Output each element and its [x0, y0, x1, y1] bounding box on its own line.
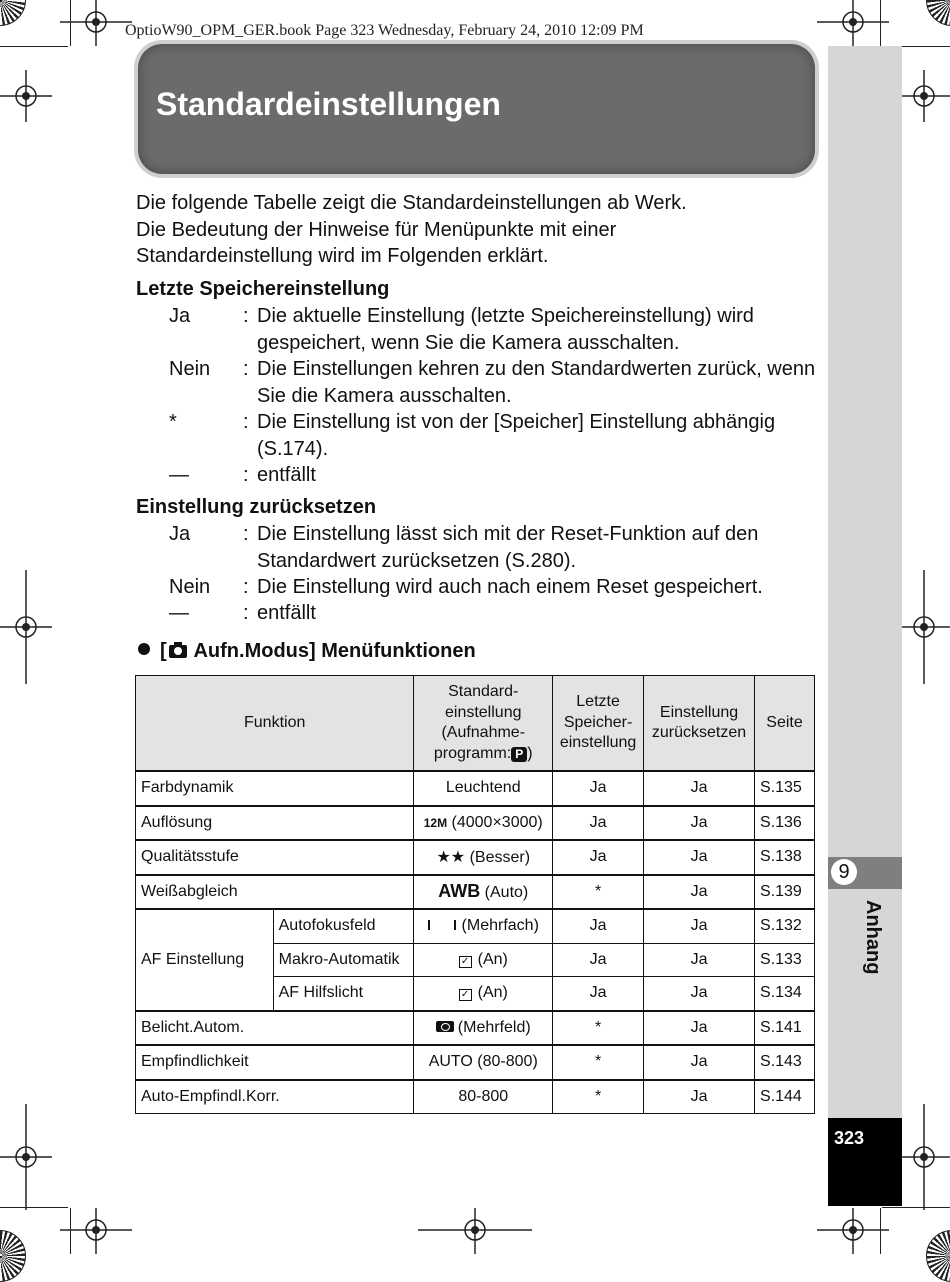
quality-stars-icon: ★★ — [436, 849, 466, 867]
table-row — [136, 1011, 815, 1046]
cell-reset: Ja — [644, 943, 755, 977]
cell-default-text: (4000×3000) — [451, 813, 543, 831]
cell-letzte: * — [553, 1011, 644, 1046]
cell-seite: S.134 — [755, 977, 815, 1011]
definition-term: — — [169, 464, 189, 486]
checkbox-icon: ✓ — [459, 989, 472, 1001]
cell-default-text: (Mehrfeld) — [457, 1018, 531, 1036]
chapter-label: Anhang — [862, 900, 884, 975]
cell-reset: Ja — [644, 1011, 755, 1046]
table-header-row — [136, 676, 815, 772]
cell-default: 80-800 — [414, 1080, 553, 1114]
cell-letzte: Ja — [553, 909, 644, 943]
definition-term: Nein — [169, 576, 211, 598]
cell-reset: Ja — [644, 875, 755, 910]
cell-reset: Ja — [644, 806, 755, 841]
cell-default-text: (Mehrfach) — [461, 917, 539, 935]
awb-symbol: AWB — [438, 881, 481, 902]
cell-seite: S.132 — [755, 909, 815, 943]
header-seite: Seite — [755, 676, 815, 772]
section-prefix: [ — [160, 640, 167, 662]
table-row — [136, 806, 815, 841]
chapter-side-strip — [828, 46, 902, 1206]
table-row — [136, 1045, 815, 1080]
cell-default — [414, 1011, 553, 1046]
cell-funktion: Empfindlichkeit — [136, 1045, 414, 1080]
definition-text: Die Einstellung ist von der [Speicher] Einstellung abhängig (S.174). — [257, 411, 776, 460]
cell-default-text: (Besser) — [469, 849, 531, 867]
definition-term: Ja — [169, 305, 191, 327]
cell-reset: Ja — [644, 771, 755, 806]
cell-letzte: Ja — [553, 771, 644, 806]
definition-colon: : — [243, 358, 249, 380]
header-standard-line: einstellung — [444, 703, 522, 721]
cell-seite: S.133 — [755, 943, 815, 977]
definition-term: Nein — [169, 358, 211, 380]
multi-metering-icon — [436, 1021, 454, 1032]
cell-seite: S.144 — [755, 1080, 815, 1114]
cell-letzte: * — [553, 1080, 644, 1114]
cell-letzte: Ja — [553, 977, 644, 1011]
cell-letzte: * — [553, 875, 644, 910]
cell-funktion: Weißabgleich — [136, 875, 414, 910]
header-standard-line: Standard- — [448, 683, 519, 700]
checkbox-icon: ✓ — [459, 956, 472, 968]
page-title: Standardeinstellungen — [156, 86, 501, 122]
cell-reset: Ja — [644, 1045, 755, 1080]
cell-reset: Ja — [644, 1080, 755, 1114]
header-funktion: Funktion — [136, 676, 414, 772]
resolution-symbol: 12M — [423, 815, 448, 830]
cell-sub-funktion: AF Hilfslicht — [273, 977, 414, 1011]
definition-text: Die Einstellungen kehren zu den Standardwerten zurück, wenn Sie die Kamera ausschalten. — [257, 358, 816, 407]
cell-default — [414, 977, 553, 1011]
cell-seite: S.139 — [755, 875, 815, 910]
definition-text: Die Einstellung lässt sich mit der Reset-Funktion auf den Standardwert zurücksetzen (S.280). — [257, 523, 759, 572]
cell-default: Leuchtend — [414, 771, 553, 806]
camera-icon — [169, 645, 187, 658]
cell-default — [414, 875, 553, 910]
page-number: 323 — [834, 1128, 865, 1148]
cell-sub-funktion: Makro-Automatik — [273, 943, 414, 977]
table-row — [136, 840, 815, 875]
definition-colon: : — [243, 576, 249, 598]
cell-seite: S.135 — [755, 771, 815, 806]
definition-colon: : — [243, 411, 249, 433]
definition-term: — — [169, 602, 189, 624]
definition-term: Ja — [169, 523, 191, 545]
cell-default — [414, 806, 553, 841]
cell-funktion: Auto-Empfindl.Korr. — [136, 1080, 414, 1114]
definition-text: Die Einstellung wird auch nach einem Reset gespeichert. — [257, 576, 763, 598]
menu-section-title — [138, 640, 476, 663]
header-standard-close: ) — [527, 744, 533, 762]
print-header: OptioW90_OPM_GER.book Page 323 Wednesday, February 24, 2010 12:09 PM — [125, 22, 644, 39]
header-standard-line — [419, 744, 547, 765]
cell-seite: S.136 — [755, 806, 815, 841]
header-standard-text: programm: — [433, 744, 512, 762]
definition-text: entfällt — [257, 464, 316, 486]
table-row — [136, 909, 815, 943]
program-mode-icon: P — [511, 747, 527, 762]
cell-default — [414, 909, 553, 943]
cell-default — [414, 840, 553, 875]
cell-letzte: Ja — [553, 943, 644, 977]
cell-reset: Ja — [644, 977, 755, 1011]
definition-colon: : — [243, 464, 249, 486]
cell-seite: S.143 — [755, 1045, 815, 1080]
cell-reset: Ja — [644, 840, 755, 875]
intro-line: Die Bedeutung der Hinweise für Menüpunkte mit einer — [136, 218, 617, 241]
table-row — [136, 1080, 815, 1114]
section-label: Aufn.Modus] Menüfunktionen — [188, 640, 476, 662]
settings-table — [135, 675, 815, 1114]
header-zuruecksetzen: Einstellung zurücksetzen — [644, 676, 755, 772]
cell-default-text: (Auto) — [484, 884, 529, 902]
cell-seite: S.138 — [755, 840, 815, 875]
cell-funktion: Qualitätsstufe — [136, 840, 414, 875]
memory-heading: Letzte Speichereinstellung — [136, 278, 390, 300]
definition-text: Die aktuelle Einstellung (letzte Speichereinstellung) wird gespeichert, wenn Sie die Kamera ausschalten. — [257, 305, 754, 354]
definition-colon: : — [243, 523, 249, 545]
header-standard — [414, 676, 553, 772]
cell-funktion: Auflösung — [136, 806, 414, 841]
cell-funktion: Farbdynamik — [136, 771, 414, 806]
cell-letzte: Ja — [553, 840, 644, 875]
cell-letzte: * — [553, 1045, 644, 1080]
reset-heading: Einstellung zurücksetzen — [136, 496, 377, 518]
af-frame-icon — [428, 920, 456, 930]
cell-sub-funktion: Autofokusfeld — [273, 909, 414, 943]
cell-af-group: AF Einstellung — [136, 909, 274, 1011]
table-row — [136, 875, 815, 910]
chapter-number: 9 — [831, 859, 857, 885]
cell-default-text: (An) — [477, 950, 508, 968]
cell-reset: Ja — [644, 909, 755, 943]
table-row — [136, 771, 815, 806]
definition-colon: : — [243, 602, 249, 624]
definition-colon: : — [243, 305, 249, 327]
cell-default — [414, 943, 553, 977]
cell-default-text: (An) — [477, 984, 508, 1002]
intro-line: Die folgende Tabelle zeigt die Standardeinstellungen ab Werk. — [136, 192, 687, 214]
bullet-icon — [138, 643, 150, 655]
definition-term: * — [169, 411, 177, 433]
intro-paragraph — [136, 190, 826, 270]
cell-funktion: Belicht.Autom. — [136, 1011, 414, 1046]
cell-letzte: Ja — [553, 806, 644, 841]
cell-seite: S.141 — [755, 1011, 815, 1046]
header-standard-line: (Aufnahme- — [441, 724, 526, 741]
cell-default: AUTO (80-800) — [414, 1045, 553, 1080]
header-letzte: Letzte Speicher-einstellung — [553, 676, 644, 772]
definition-text: entfällt — [257, 602, 316, 624]
intro-line: Standardeinstellung wird im Folgenden erklärt. — [136, 245, 549, 267]
